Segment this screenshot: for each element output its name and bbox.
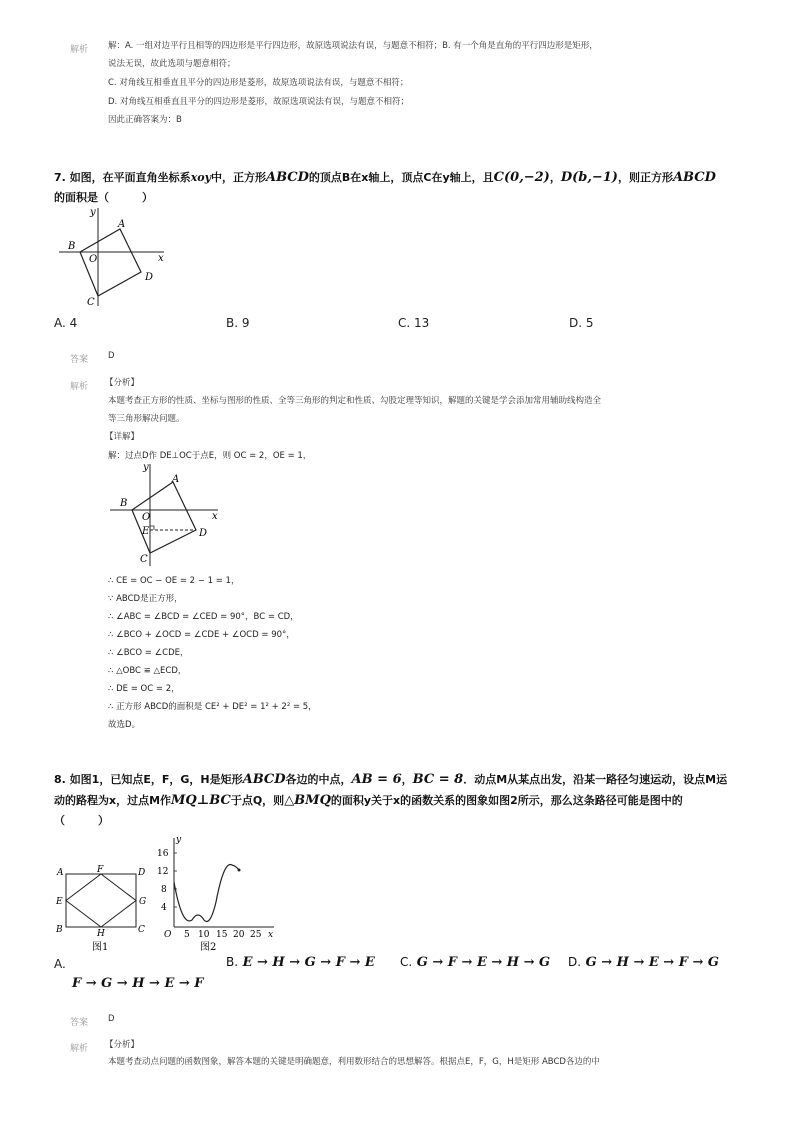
fig2-xtick-10: 10 (198, 930, 210, 940)
q7-option-b[interactable]: B. 9 (226, 316, 250, 330)
fig2-caption: 图2 (200, 942, 217, 953)
fig1-label-B: B (56, 925, 63, 935)
q7-stem-line-2: 的面积是（ ） (54, 191, 153, 204)
q8-answer: D (108, 1014, 115, 1024)
q7-solution-line-6: ∴ ∠BCO = ∠CDE， (108, 648, 189, 658)
prev-line-4: D. 对角线互相垂直且平分的四边形是菱形，故原选项说法有误，与题意不相符； (108, 97, 409, 107)
q8-figure-2 (154, 832, 278, 954)
prev-line-2: 说法无误，故此选项与题意相符； (108, 59, 236, 69)
q8-option-a[interactable]: A. (54, 957, 66, 971)
fig2-label-x: x (268, 930, 274, 940)
q7-solution-figure (106, 460, 224, 570)
q8-stem-line-3: （ ） (54, 814, 109, 827)
fig2-xtick-20: 20 (233, 930, 245, 940)
q7-label-A: A (118, 219, 126, 230)
q7-label-D: D (145, 272, 154, 283)
fig2-ytick-4: 4 (161, 903, 167, 913)
fig1-label-C: C (138, 925, 145, 935)
fig2-label-y: y (176, 835, 182, 845)
q7-solution-line-1: 解：过点D作 DE⊥OC于点E，则 OC = 2，OE = 1， (108, 451, 312, 461)
fig1-label-A: A (57, 868, 64, 878)
q7-xiangjie: 【详解】 (105, 432, 140, 442)
q7-option-a[interactable]: A. 4 (54, 316, 78, 330)
q7-label-B: B (68, 241, 76, 252)
prev-line-5: 因此正确答案为：B (108, 115, 182, 125)
fig2-ytick-16: 16 (157, 849, 169, 859)
q7-solution-line-2: ∴ CE = OC − OE = 2 − 1 = 1， (108, 576, 240, 586)
q8-answer-label: 答案 (70, 1018, 89, 1028)
q7-figure (54, 202, 169, 310)
q8-fenxi: 【分析】 (105, 1040, 140, 1050)
q7s-label-E: E (142, 526, 150, 537)
q8-option-d[interactable]: D. G → H → E → F → G (568, 955, 719, 970)
fig2-label-O: O (164, 930, 172, 940)
fig2-xtick-25: 25 (250, 930, 262, 940)
q7-answer: D (108, 351, 115, 361)
q7-label-x: x (158, 253, 164, 264)
fig2-xtick-5: 5 (184, 930, 190, 940)
q7s-label-A: A (172, 474, 180, 485)
q7-label-C: C (87, 297, 95, 308)
q7-solution-line-9: ∴ 正方形 ABCD的面积是 CE² + DE² = 1² + 2² = 5， (108, 702, 317, 712)
q8-stem-line-1: 8. 如图1，已知点E，F，G，H是矩形ABCD各边的中点，AB = 6，BC = 8．动点M从某点出发，沿某一路径匀速运动，设点M运 (54, 772, 728, 787)
q8-analysis-label: 解析 (70, 1044, 89, 1054)
q7-label-y: y (90, 207, 96, 218)
q7-answer-label: 答案 (70, 355, 89, 365)
fig1-label-G: G (139, 897, 147, 907)
prev-line-1: 解：A. 一组对边平行且相等的四边形是平行四边形，故原选项说法有误，与题意不相符；B. 有一个角是直角的平行四边形是矩形， (108, 41, 598, 51)
fig1-label-H: H (97, 929, 105, 939)
q7s-label-D: D (199, 528, 208, 539)
q7-option-d[interactable]: D. 5 (569, 316, 594, 330)
q7-solution-line-10: 故选D。 (108, 720, 141, 730)
prev-line-3: C. 对角线互相垂直且平分的四边形是菱形，故原选项说法有误，与题意不相符； (108, 78, 409, 88)
q7-solution-line-7: ∴ △OBC ≌ △ECD， (108, 666, 187, 676)
fig1-label-E: E (56, 897, 63, 907)
q8-option-a-value[interactable]: F → G → H → E → F (72, 976, 204, 991)
q7-fenxi-line-1: 本题考查正方形的性质、坐标与图形的性质、全等三角形的判定和性质、勾股定理等知识，解题的关键是学会添加常用辅助线构造全 (108, 396, 602, 406)
q7s-label-y: y (143, 462, 149, 473)
q8-figure-1 (54, 862, 150, 954)
fig1-caption: 图1 (92, 942, 109, 953)
q8-option-b[interactable]: B. E → H → G → F → E (226, 955, 375, 970)
q7s-label-O: O (142, 512, 151, 523)
fig2-ytick-8: 8 (161, 885, 167, 895)
fig2-ytick-12: 12 (157, 867, 169, 877)
q7s-label-x: x (212, 511, 218, 522)
q7-solution-line-3: ∵ ABCD是正方形， (108, 594, 183, 604)
q7s-label-B: B (120, 498, 128, 509)
q7-analysis-label: 解析 (70, 382, 89, 392)
q8-number: 8. (54, 773, 66, 786)
q7-solution-line-4: ∴ ∠ABC = ∠BCD = ∠CED = 90°，BC = CD， (108, 612, 299, 622)
q7-fenxi-line-2: 等三角形解决问题。 (108, 414, 185, 424)
q7-label-O: O (89, 254, 98, 265)
q8-option-c[interactable]: C. G → F → E → H → G (400, 955, 551, 970)
fig1-label-F: F (97, 865, 104, 875)
q7-solution-line-5: ∴ ∠BCO + ∠OCD = ∠CDE + ∠OCD = 90°， (108, 630, 295, 640)
q8-stem-line-2: 动的路程为x，过点M作MQ⊥BC于点Q，则△BMQ的面积y关于x的函数关系的图象如图2所示，那么这条路径可能是图中的 (54, 793, 683, 808)
q7-fenxi: 【分析】 (105, 378, 140, 388)
q7s-label-C: C (140, 554, 148, 565)
fig1-label-D: D (138, 868, 146, 878)
q7-option-c[interactable]: C. 13 (398, 316, 430, 330)
analysis-label: 解析 (70, 45, 89, 55)
q7-solution-line-8: ∴ DE = OC = 2， (108, 684, 180, 694)
fig2-xtick-15: 15 (216, 930, 228, 940)
q7-stem-line-1: 7. 如图，在平面直角坐标系xoy中，正方形ABCD的顶点B在x轴上，顶点C在y轴上，且C(0,−2)，D(b,−1)，则正方形ABCD (54, 170, 716, 185)
q8-fenxi-line: 本题考查动点问题的函数图象，解答本题的关键是明确题意，利用数形结合的思想解答。根据点E，F，G，H是矩形 ABCD各边的中 (108, 1057, 600, 1067)
q7-number: 7. (54, 171, 66, 184)
